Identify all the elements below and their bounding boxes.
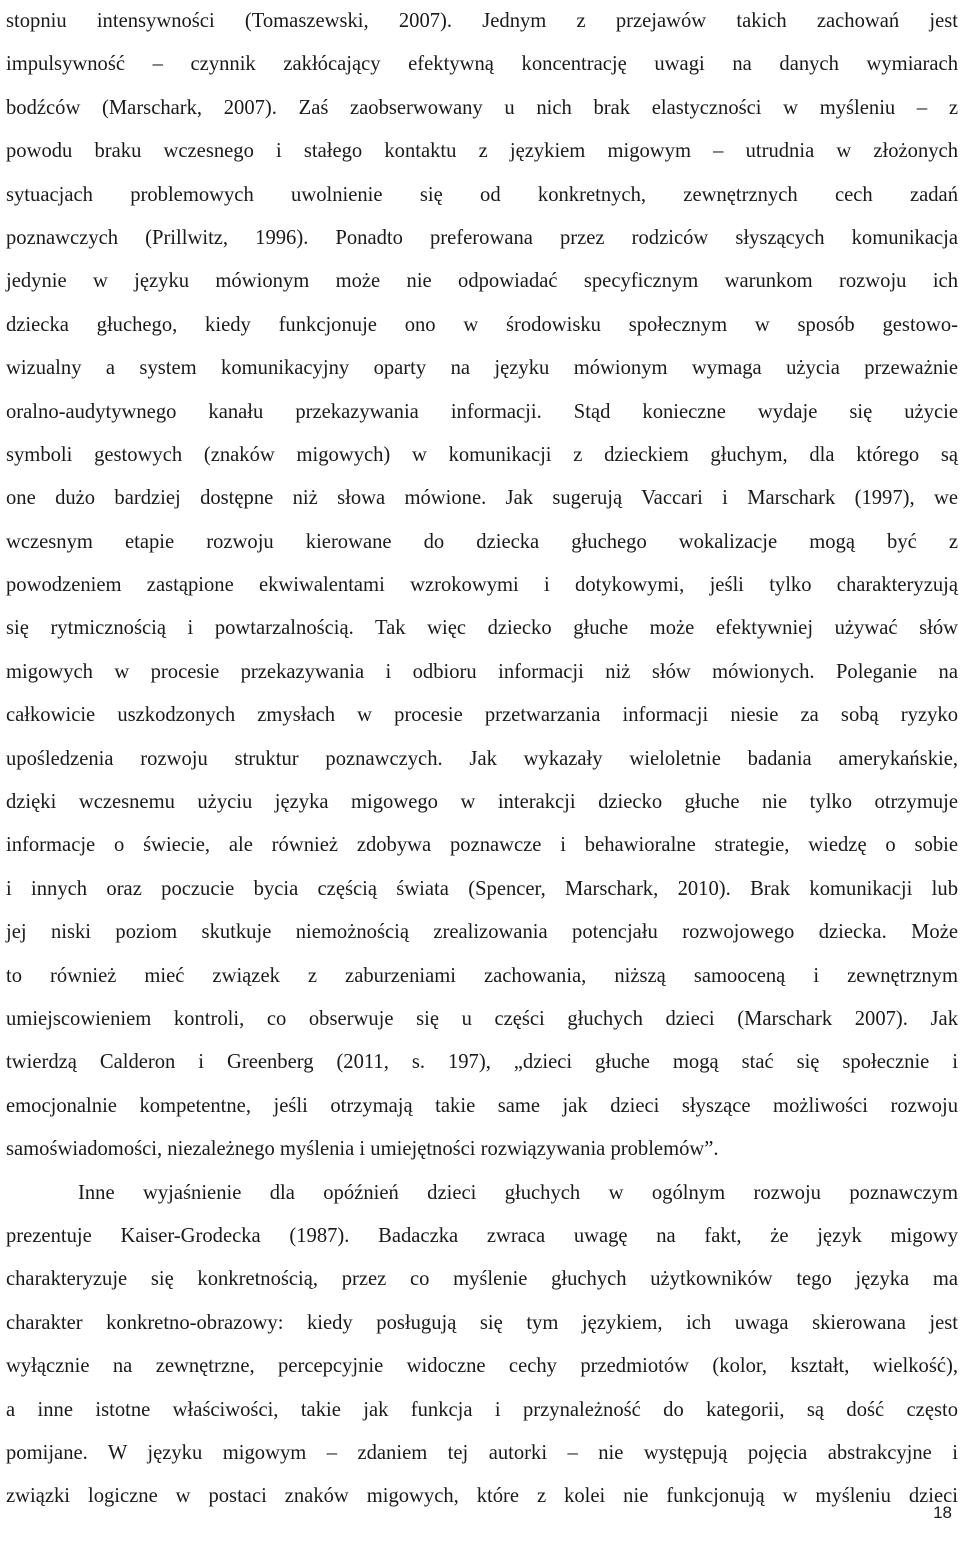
text-line: wyłącznie na zewnętrzne, percepcyjnie widoczne cechy przedmiotów (kolor, kształt, wielkość), — [6, 1355, 958, 1378]
text-line: dziecka głuchego, kiedy funkcjonuje ono w środowisku społecznym w sposób gestowo- — [6, 313, 958, 336]
text-line: twierdzą Calderon i Greenberg (2011, s. 197), „dzieci głuche mogą stać się społecznie i — [6, 1051, 958, 1074]
text-line: stopniu intensywności (Tomaszewski, 2007). Jednym z przejawów takich zachowań jest — [6, 10, 958, 32]
text-line: upośledzenia rozwoju struktur poznawczych. Jak wykazały wieloletnie badania amerykańskie, — [6, 747, 958, 770]
text-line: całkowicie uszkodzonych zmysłach w procesie przetwarzania informacji niesie za sobą ryzyko — [6, 704, 958, 727]
text-line: samoświadomości, niezależnego myślenia i umiejętności rozwiązywania problemów”. — [6, 1138, 719, 1161]
paragraph-1 — [6, 0, 958, 1172]
text-line: a inne istotne właściwości, takie jak funkcja i przynależność do kategorii, są dość często — [6, 1398, 958, 1421]
text-line: powodzeniem zastąpione ekwiwalentami wzrokowymi i dotykowymi, jeśli tylko charakteryzują — [6, 574, 958, 597]
text-line: jej niski poziom skutkuje niemożnością zrealizowania potencjału rozwojowego dziecka. Może — [6, 921, 958, 944]
text-line: oralno-audytywnego kanału przekazywania informacji. Stąd konieczne wydaje się użycie — [6, 400, 958, 423]
text-line: wczesnym etapie rozwoju kierowane do dziecka głuchego wokalizacje mogą być z — [6, 530, 958, 553]
text-line: wizualny a system komunikacyjny oparty na języku mówionym wymaga użycia przeważnie — [6, 357, 958, 380]
text-line: one dużo bardziej dostępne niż słowa mówione. Jak sugerują Vaccari i Marschark (1997), we — [6, 487, 958, 510]
text-line: związki logiczne w postaci znaków migowych, które z kolei nie funkcjonują w myśleniu dzieci — [6, 1485, 958, 1508]
paragraph-2 — [6, 1172, 958, 1519]
body-text — [6, 0, 958, 1519]
text-line: symboli gestowych (znaków migowych) w komunikacji z dzieckiem głuchym, dla którego są — [6, 443, 958, 466]
text-line: bodźców (Marschark, 2007). Zaś zaobserwowany u nich brak elastyczności w myśleniu – z — [6, 96, 958, 119]
text-line: dzięki wczesnemu użyciu języka migowego w interakcji dziecko głuche nie tylko otrzymuje — [6, 791, 958, 814]
text-line: powodu braku wczesnego i stałego kontaktu z językiem migowym – utrudnia w złożonych — [6, 140, 958, 163]
text-line: poznawczych (Prillwitz, 1996). Ponadto preferowana przez rodziców słyszących komunikacja — [6, 226, 958, 249]
text-line: charakter konkretno-obrazowy: kiedy posługują się tym językiem, ich uwaga skierowana jest — [6, 1311, 958, 1334]
text-line: jedynie w języku mówionym może nie odpowiadać specyficznym warunkom rozwoju ich — [6, 270, 958, 293]
text-line: impulsywność – czynnik zakłócający efektywną koncentrację uwagi na danych wymiarach — [6, 53, 958, 76]
page-number: 18 — [933, 1503, 952, 1522]
text-line: sytuacjach problemowych uwolnienie się od konkretnych, zewnętrznych cech zadań — [6, 183, 958, 206]
text-line: się rytmicznością i powtarzalnością. Tak więc dziecko głuche może efektywniej używać słów — [6, 617, 958, 640]
text-line: emocjonalnie kompetentne, jeśli otrzymają takie same jak dzieci słyszące możliwości rozwoju — [6, 1094, 958, 1117]
text-line: prezentuje Kaiser-Grodecka (1987). Badaczka zwraca uwagę na fakt, że język migowy — [6, 1224, 958, 1247]
text-line: informacje o świecie, ale również zdobywa poznawcze i behawioralne strategie, wiedzę o sobie — [6, 834, 958, 857]
text-line: migowych w procesie przekazywania i odbioru informacji niż słów mówionych. Poleganie na — [6, 660, 958, 683]
text-line: charakteryzuje się konkretnością, przez co myślenie głuchych użytkowników tego języka ma — [6, 1268, 958, 1291]
text-line: to również mieć związek z zaburzeniami zachowania, niższą samooceną i zewnętrznym — [6, 964, 958, 987]
text-line: pomijane. W języku migowym – zdaniem tej autorki – nie występują pojęcia abstrakcyjne i — [6, 1441, 958, 1464]
text-line: umiejscowieniem kontroli, co obserwuje się u części głuchych dzieci (Marschark 2007). Jak — [6, 1007, 958, 1030]
text-line: Inne wyjaśnienie dla opóźnień dzieci głuchych w ogólnym rozwoju poznawczym — [78, 1181, 958, 1204]
text-line: i innych oraz poczucie bycia częścią świata (Spencer, Marschark, 2010). Brak komunikacji lub — [6, 877, 958, 900]
